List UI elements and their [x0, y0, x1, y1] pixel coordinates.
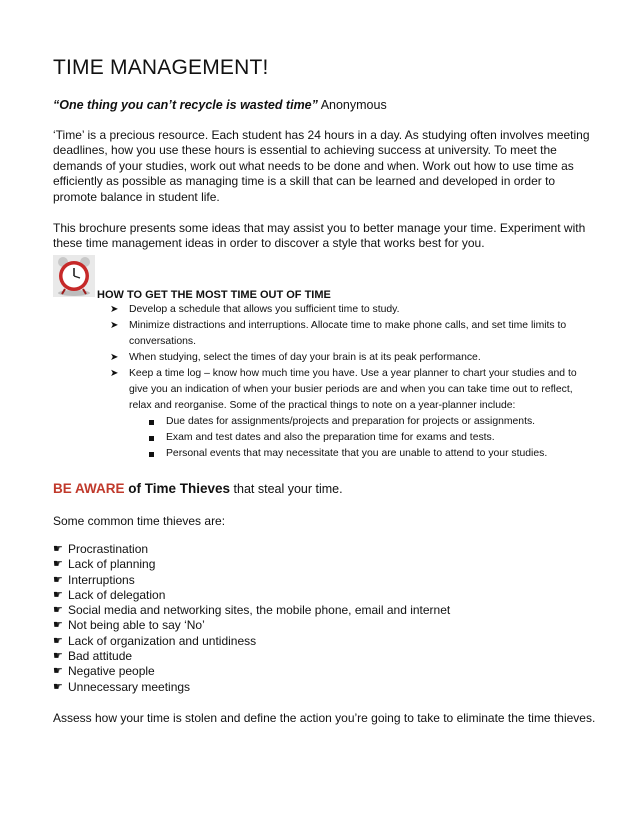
list-item: ➤ Develop a schedule that allows you sufficient time to study.: [110, 302, 590, 318]
list-item: ☛ Lack of planning: [53, 557, 156, 572]
square-bullet-icon: [149, 420, 154, 425]
pointing-hand-icon: ☛: [53, 604, 63, 617]
list-item: Due dates for assignments/projects and preparation for projects or assignments.: [129, 414, 590, 430]
list-item: ➤ When studying, select the times of day your brain is at its peak performance.: [110, 350, 590, 366]
list-item: ☛ Bad attitude: [53, 649, 133, 664]
time-thieves-heading: [53, 481, 343, 496]
pointing-hand-icon: ☛: [53, 543, 63, 555]
list-item: ☛ Procrastination: [53, 542, 149, 556]
pointing-hand-icon: ☛: [53, 588, 63, 601]
time-thieves-suffix: that steal your time.: [230, 482, 343, 496]
time-thieves-list: [53, 542, 450, 695]
arrowhead-bullet-icon: ➤: [110, 368, 119, 379]
tips-list: [110, 302, 590, 462]
pointing-hand-icon: ☛: [53, 680, 63, 693]
arrowhead-bullet-icon: ➤: [110, 352, 119, 363]
list-item: ➤ Keep a time log – know how much time you have. Use a year planner to chart your studies and to give you an indication of when your busier periods are and when you can take time out to reflect, relax and reorganise. Some of the practical things to note on a year-planner include: Due dates for assignments/projects and preparation for projects or assignments. Exam and test dates and also the preparation time for exams and tests. Personal events that may necessitate that you are unable to attend to your studies.: [110, 366, 590, 462]
quote-text: “One thing you can’t recycle is wasted time”: [53, 98, 318, 112]
time-thieves-label: of Time Thieves: [124, 481, 231, 496]
list-item: ☛ Lack of organization and untidiness: [53, 633, 257, 648]
year-planner-list: [129, 414, 590, 462]
list-item: Personal events that may necessitate that you are unable to attend to your studies.: [129, 446, 590, 462]
arrowhead-bullet-icon: ➤: [110, 304, 119, 315]
quote-author: Anonymous: [320, 98, 387, 112]
list-item: ☛ Interruptions: [53, 572, 135, 587]
pointing-hand-icon: ☛: [53, 558, 63, 571]
list-item: ☛ Unnecessary meetings: [53, 679, 191, 694]
pointing-hand-icon: ☛: [53, 634, 63, 647]
tips-heading: HOW TO GET THE MOST TIME OUT OF TIME: [97, 289, 331, 301]
assess-paragraph: Assess how your time is stolen and define the action you’re going to take to eliminate the time thieves.: [53, 711, 596, 725]
be-aware-label: BE AWARE: [53, 481, 125, 496]
intro-paragraph: ‘Time’ is a precious resource. Each student has 24 hours in a day. As studying often involves meeting deadlines, how you use these hours is essential to achieving success at university. To meet the demands of your studies, work out what needs to be done and when. Work out how to use time as efficiently as possible as managing time is a skill that can be learned and developed in order to promote balance in student life.: [53, 128, 590, 204]
list-item: ☛ Negative people: [53, 664, 155, 679]
pointing-hand-icon: ☛: [53, 650, 63, 663]
list-item: ☛ Social media and networking sites, the mobile phone, email and internet: [53, 603, 451, 618]
square-bullet-icon: [149, 436, 154, 441]
brochure-paragraph: This brochure presents some ideas that may assist you to better manage your time. Experiment with these time management ideas in order to discover a style that works best for you.: [53, 221, 586, 251]
pointing-hand-icon: ☛: [53, 573, 63, 586]
document-title: TIME MANAGEMENT!: [53, 56, 269, 79]
arrowhead-bullet-icon: ➤: [110, 320, 119, 331]
common-thieves-intro: Some common time thieves are:: [53, 514, 226, 528]
quote: [53, 98, 387, 112]
alarm-clock-icon: [53, 253, 95, 297]
square-bullet-icon: [149, 452, 154, 457]
list-item: Exam and test dates and also the preparation time for exams and tests.: [129, 430, 590, 446]
pointing-hand-icon: ☛: [53, 665, 63, 678]
list-item: ☛ Not being able to say ‘No’: [53, 618, 205, 633]
pointing-hand-icon: ☛: [53, 619, 63, 632]
list-item: ☛ Lack of delegation: [53, 587, 166, 602]
list-item: ➤ Minimize distractions and interruptions. Allocate time to make phone calls, and set time limits to conversations.: [110, 320, 567, 347]
